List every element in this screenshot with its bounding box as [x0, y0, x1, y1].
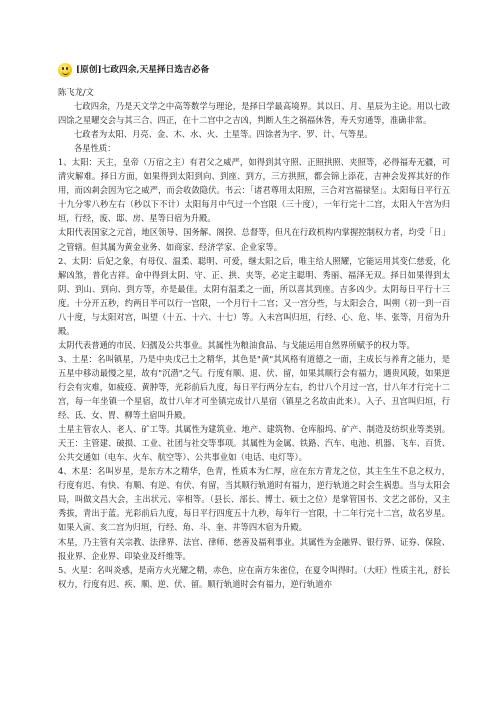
paragraph: 3、土星：名叫镇星，乃是中央戊己土之精华，其色是"黄"其风格有道德之一面，主成长与养育之能力，是五星中移动最慢之星，故有"沉潜"之气。行度有顺、退、伏、留，如果其顺行会有福力，遇贵风陵，如果逆行会有灾难，如疲疫、黄肿等，光彩前后九度，每日平行两分左右，约廿八个月过一宫，廿八年才行完十二宫，每一年坐镇一个星宿，故廿八年才可坐镇完成廿八星宿（镇星之名故由此来）。入子、丑宫叫归垣，行经、氐、女、胃、柳等土宿叫升殿。	[58, 353, 450, 421]
paragraph: 1、太阳：天主，皇帝（万宿之主）有君父之威严，如得到其守照、正照拱照、夹照等，必得福寿无疆，可清灾解难。择日方面，如果得到太阳到向、到座、到方，三方拱照，都会锦上添花，吉神会发挥其好的作用，而凶剎会因为它之威严，而会收敛隐伏。书云：「诸君尊用太阳照，三合对宫福禄坚」。太阳每日平行五十九分零八秒左右（秒以下不计）太阳每月中气过一个宫限（三十度），一年行完十二宫，太阳入午宫为归垣，行经，废、邸、房、星等日宿为升殿。	[58, 157, 450, 224]
paragraph: 太阳代表国家之元首，地区领导、国务解、阁揆、总督等，但凡在行政机构内掌握控制权力者，均受「日」之管辖。但其属为黄金业务、如商家、经济学家、企业家等。	[58, 227, 450, 252]
paragraph: 木星，乃主管有关宗教、法律界、法官、律师、慈善及福利事业。其属性为金融界、银行界、证券、保险、报业界、企业界、印染业及纤维等。	[58, 536, 450, 561]
paragraph: 4、木星：名叫岁星，是东方木之精华，色青，性质本为仁厚，应在东方青龙之位，其主生生不息之权力，行度有迟、有快、有顺、有逆、有伏、有留，当其顺行轨道时有福力，逆行轨道之时会生祸患。当与太阳会局，叫做文昌大会，主出状元、宰相等。（县长、部长、博士、硕士之位）是掌管国书、文艺之部份，又主秀拔，青出于蓝。光彩前后九度，每日平行四度五十九秒，每年行一宫限，十二年行完十二宫，故名岁星。如果入寅、亥二宫为归垣，行经、角、斗、奎、井等四木宿为升殿。	[58, 466, 450, 533]
smiley-icon	[58, 63, 72, 77]
paragraph: 2、太阴：后妃之象，有母仪、温柔、聪明、可爱，继太阳之后，唯主给人照耀，它能运用其变仁慈爱，化解凶煞，普化吉祥。命中得到太阴、守、正、拱、夹等，必定主聪明、秀丽、福泽无双。择日如果得到太阴、到山、到向、到方等，亦是最佳。太阴有温柔之一面，所以喜其到座。吉多凶少。太阴每日平行十三度。十分开五秒，约两日半可以行一宫限，一个月行十二宫；又一宫分些，与太阳会合，叫朔（初一到一百八十度，与太阳对宫，叫望（十五、十六、十七）等。入未宫叫归垣，行经、心、危、毕、张等，月宿为升殿。	[58, 255, 450, 336]
document-title: [原创]七政四余,天星择日选吉必备	[76, 64, 210, 75]
paragraph: 各星性质：	[74, 143, 116, 154]
paragraph: 土星主管农人、老人、矿工等。其属性为建筑业、地产、建筑物、仓库船坞、矿产、制造及纺织业等类别。天王：主管建、破损、工业、社团与社交等事项。其属性为金属、铁路、汽车、电池、机器、飞车、百货、公共交通如（电车、火车、航空等）、公共事业如（电话、电灯等）。	[58, 424, 450, 463]
document-page	[58, 62, 450, 591]
author-line: 陈飞龙/文	[58, 87, 94, 97]
paragraph: 5、火星：名叫炎惑，是南方火光耀之精，赤色，应在南方朱雀位，在夏令叫得时。（大旺）性质主礼，舒长权力，行度有迟、疾、顺、逆、伏、留。顺行轨道时会有福力，逆行轨道亦	[58, 564, 450, 589]
paragraph: 太阴代表普通的市民、妇孺及公共事业。其属性为粮油食品、与戈能运用自然界所赋予的权力等。	[58, 339, 415, 350]
paragraph: 七政者为太阳、月亮、金、木、水、火、土星等。四馀者为字、罗、计、气等星。	[74, 129, 373, 140]
paragraph: 七政四余，乃是天文学之中高等数学与理论，是择日学最高境界。其以日、月、星辰为主论。用以七政四馀之星曜交会与其三合、四正，在十二宫中之吉凶，判断人生之祸福休咎，寿夭穷通等，准确非常。	[58, 101, 450, 126]
body-text	[58, 99, 450, 591]
title-row	[58, 62, 450, 78]
